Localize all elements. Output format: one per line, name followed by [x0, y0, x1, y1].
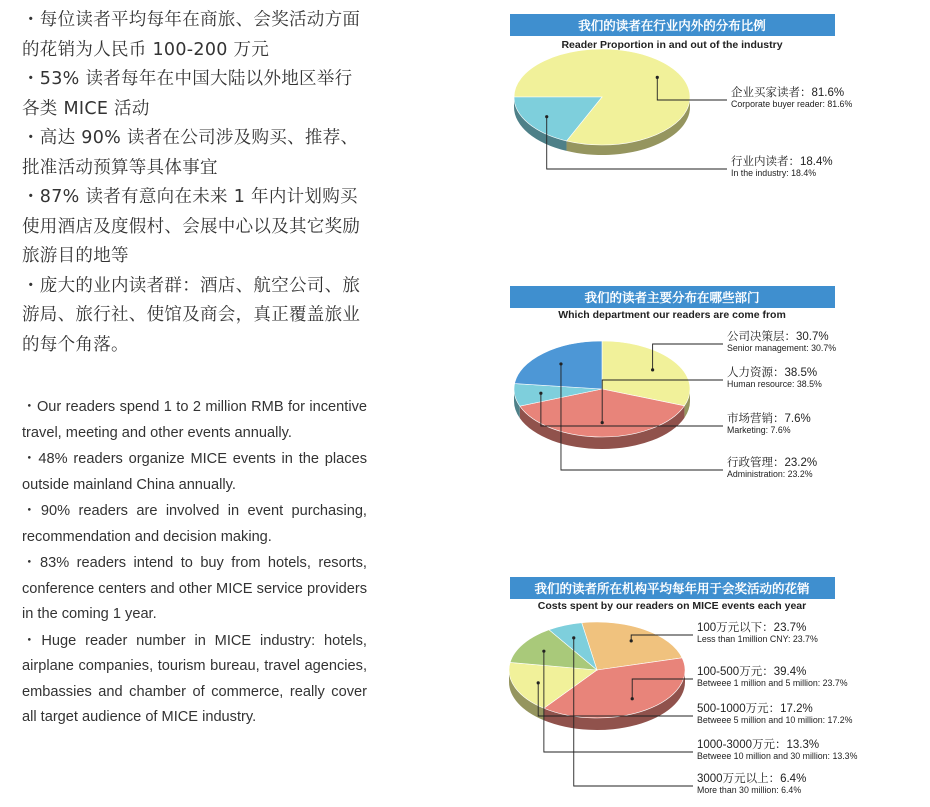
chart-subtitle: Reader Proportion in and out of the industry: [561, 39, 783, 51]
slice-sublabel: Betweee 5 million and 10 million: 17.2%: [697, 715, 853, 725]
chart-subtitle: Which department our readers are come from: [558, 309, 786, 321]
slice-label: 行业内读者：18.4%: [731, 156, 833, 168]
en-bullet-item: ・Our readers spend 1 to 2 million RMB for incentive travel, meeting and other events annually.: [22, 399, 367, 441]
zh-bullet-item: ・87% 读者有意向在未来 1 年内计划购买使用酒店及度假村、会展中心以及其它奖励旅游目的地等: [22, 187, 361, 266]
slice-label: 人力资源：38.5%: [727, 367, 818, 379]
slice-label: 公司决策层：30.7%: [727, 331, 829, 343]
pie-chart-3: [509, 577, 858, 795]
chart-title: 我们的读者主要分布在哪些部门: [584, 291, 760, 305]
slice-label: 企业买家读者：81.6%: [731, 87, 845, 99]
pie-charts-svg: [505, 0, 930, 803]
slice-sublabel: In the industry: 18.4%: [731, 168, 817, 178]
slice-label: 市场营销：7.6%: [727, 413, 811, 425]
zh-bullet-item: ・每位读者平均每年在商旅、会奖活动方面的花销为人民币 100-200 万元: [22, 10, 361, 60]
charts-column: [505, 0, 930, 803]
slice-sublabel: Corporate buyer reader: 81.6%: [731, 99, 853, 109]
zh-bullet-item: ・高达 90% 读者在公司涉及购买、推荐、批准活动预算等具体事宜: [22, 128, 359, 178]
slice-sublabel: Administration: 23.2%: [727, 469, 813, 479]
slice-sublabel: Human resource: 38.5%: [727, 379, 822, 389]
chinese-bullet-list: [22, 6, 367, 360]
chart-title: 我们的读者在行业内外的分布比例: [578, 19, 766, 33]
en-bullet-item: ・90% readers are involved in event purchasing, recommendation and decision making.: [22, 503, 367, 545]
slice-label: 1000-3000万元：13.3%: [697, 739, 820, 751]
chart-title: 我们的读者所在机构平均每年用于会奖活动的花销: [534, 582, 810, 596]
zh-bullet-item: ・53% 读者每年在中国大陆以外地区举行各类 MICE 活动: [22, 69, 353, 119]
en-bullet-item: ・48% readers organize MICE events in the places outside mainland China annually.: [22, 451, 367, 493]
english-bullet-list: [22, 395, 367, 732]
pie-chart-2: [510, 286, 836, 479]
en-bullet-item: ・Huge reader number in MICE industry: hotels, airplane companies, tourism bureau, travel agencies, embassies and chamber of commerce, really cover all target audience of MICE industry.: [22, 632, 367, 725]
en-bullet-item: ・83% readers intend to buy from hotels, resorts, conference centers and other MICE service providers in the coming 1 year.: [22, 555, 367, 622]
chart-subtitle: Costs spent by our readers on MICE events each year: [537, 600, 807, 612]
slice-sublabel: Less than 1million CNY: 23.7%: [697, 634, 818, 644]
slice-sublabel: Marketing: 7.6%: [727, 425, 791, 435]
slice-label: 100-500万元：39.4%: [697, 666, 807, 678]
slice-label: 500-1000万元：17.2%: [697, 703, 813, 715]
slice-label: 3000万元以上：6.4%: [697, 773, 807, 785]
slice-sublabel: Betweee 10 million and 30 million: 13.3%: [697, 751, 858, 761]
pie-chart-1: [510, 14, 852, 178]
slice-sublabel: Senior management: 30.7%: [727, 343, 837, 353]
pie-slice: [515, 341, 602, 389]
slice-sublabel: Betweee 1 million and 5 million: 23.7%: [697, 678, 848, 688]
slice-label: 100万元以下：23.7%: [697, 622, 807, 634]
zh-bullet-item: ・庞大的业内读者群：酒店、航空公司、旅游局、旅行社、使馆及商会，真正覆盖旅业的每个角落。: [22, 275, 361, 355]
slice-label: 行政管理：23.2%: [727, 457, 818, 469]
slice-sublabel: More than 30 million: 6.4%: [697, 785, 802, 795]
